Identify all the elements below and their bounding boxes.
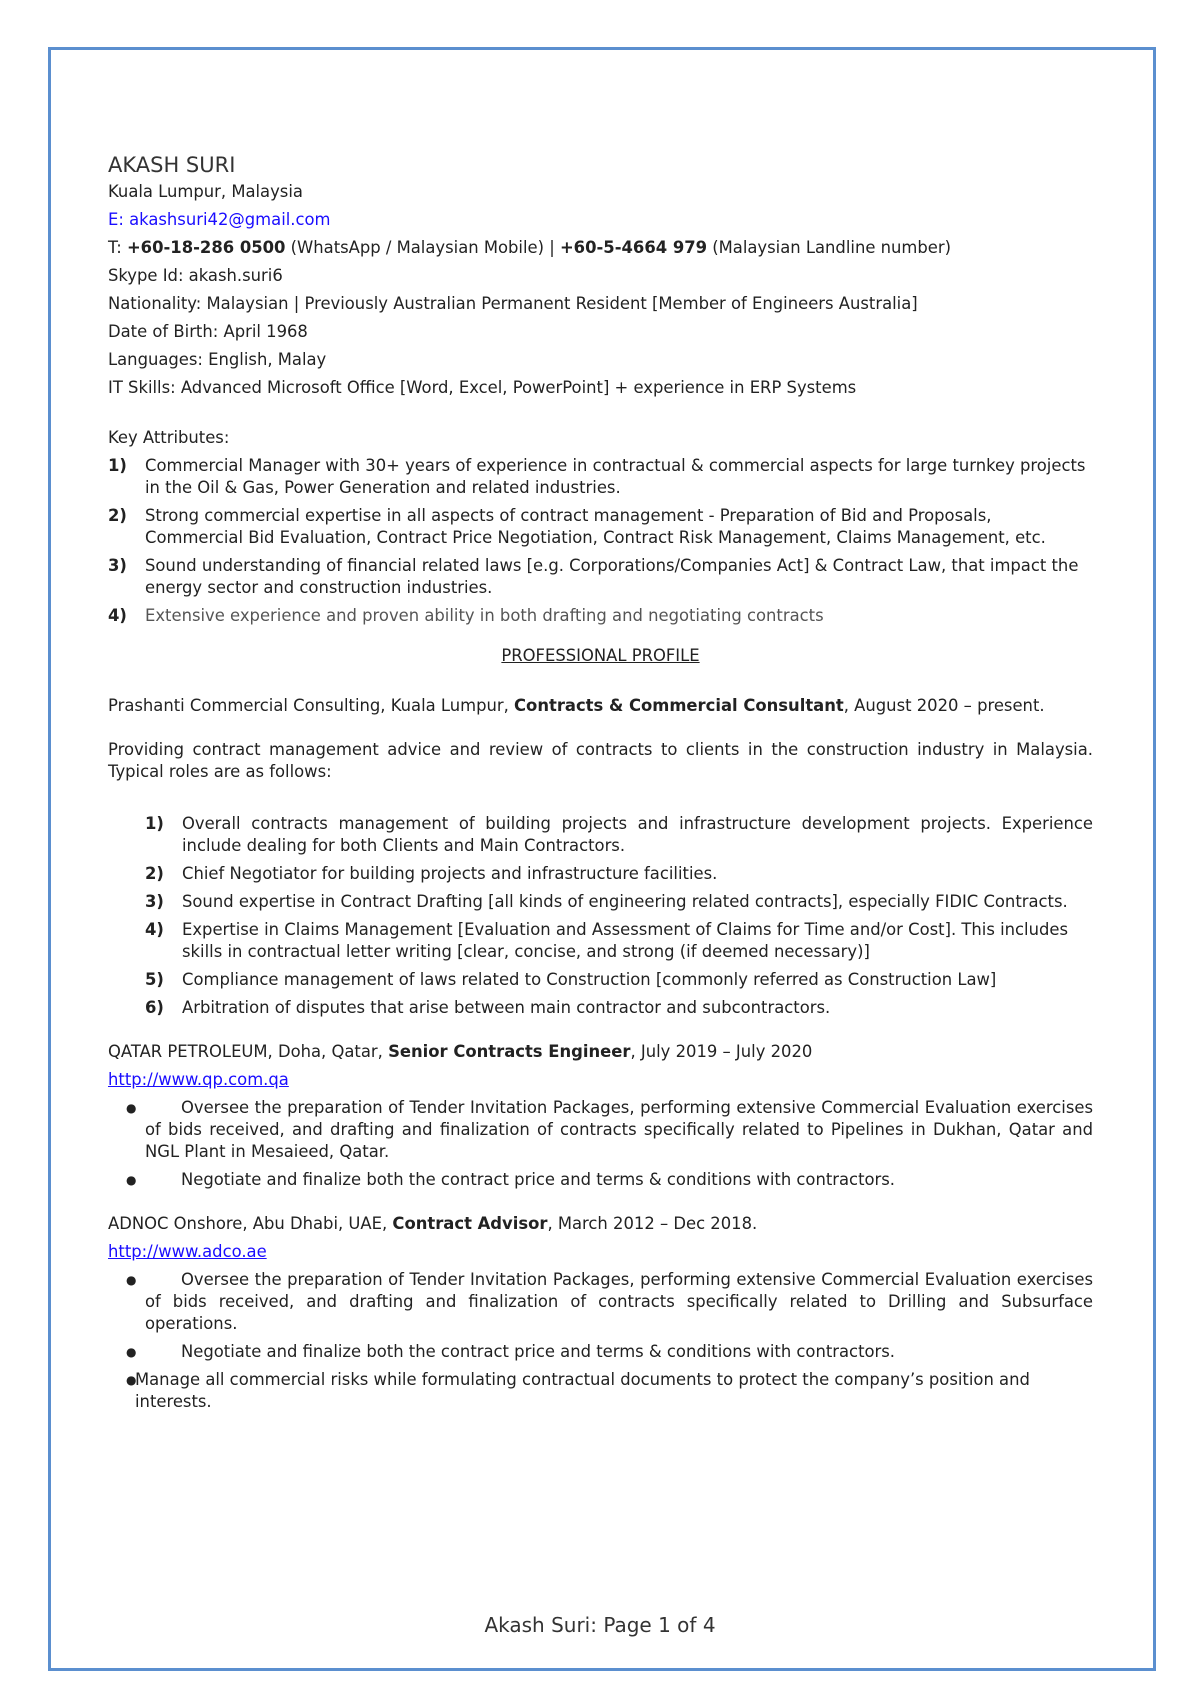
item-number: 2) [145, 864, 164, 883]
item-text: Strong commercial expertise in all aspects of contract management - Preparation of Bid and Proposals, Commercial Bid Evaluation, Contract Price Negotiation, Contract Risk Management, Claims Management, etc. [145, 506, 1046, 547]
list-item [145, 919, 1093, 963]
list-item [108, 1097, 1093, 1163]
job-company: ADNOC Onshore, Abu Dhabi, UAE, [108, 1214, 393, 1233]
job-title: Contracts & Commercial Consultant [514, 696, 844, 715]
location: Kuala Lumpur, Malaysia [108, 182, 303, 201]
bullet-icon: ● [126, 1373, 137, 1387]
list-item [108, 1269, 1093, 1335]
job-header-qatar-petroleum [108, 1041, 1093, 1063]
item-text: Compliance management of laws related to Construction [commonly referred as Construction Law] [182, 970, 997, 989]
email-link[interactable]: E: akashsuri42@gmail.com [108, 210, 331, 229]
resume-content [108, 152, 1093, 1419]
skype-id: Skype Id: akash.suri6 [108, 266, 283, 285]
list-item [108, 1169, 1093, 1191]
candidate-name: AKASH SURI [108, 153, 236, 177]
job-dates: , March 2012 – Dec 2018. [547, 1214, 758, 1233]
job-intro: Providing contract management advice and review of contracts to clients in the construction industry in Malaysia. Typical roles are as follows: [108, 740, 1093, 781]
phone-prefix: T: [108, 238, 127, 257]
list-item [108, 1341, 1093, 1363]
it-skills: IT Skills: Advanced Microsoft Office [Word, Excel, PowerPoint] + experience in ERP Systems [108, 378, 857, 397]
item-number: 1) [108, 456, 127, 475]
item-text: Arbitration of disputes that arise between main contractor and subcontractors. [182, 998, 831, 1017]
nationality: Nationality: Malaysian | Previously Australian Permanent Resident [Member of Engineers Australia] [108, 294, 918, 313]
item-text: Oversee the preparation of Tender Invitation Packages, performing extensive Commercial Evaluation exercises of bids received, and drafting and finalization of contracts specifically related to Pipelines in Dukhan, Qatar and NGL Plant in Mesaieed, Qatar. [145, 1098, 1093, 1161]
job-title: Senior Contracts Engineer [388, 1042, 631, 1061]
key-attributes-list [108, 455, 1093, 627]
bullet-icon: ● [126, 1273, 137, 1287]
phone-line [108, 237, 1093, 259]
list-item [145, 863, 1093, 885]
phone-landline: +60-5-4664 979 [559, 238, 708, 257]
list-item [108, 605, 1093, 627]
job-company: QATAR PETROLEUM, Doha, Qatar, [108, 1042, 389, 1061]
item-number: 2) [108, 506, 127, 525]
company-link-qp[interactable]: http://www.qp.com.qa [108, 1070, 289, 1089]
item-number: 5) [145, 970, 164, 989]
date-of-birth: Date of Birth: April 1968 [108, 322, 308, 341]
item-text: Oversee the preparation of Tender Invitation Packages, performing extensive Commercial Evaluation exercises of bids received, and drafting and finalization of contracts specifically related to Drilling and Subsurface operations. [145, 1270, 1093, 1333]
item-number: 6) [145, 998, 164, 1017]
list-item [108, 1369, 1093, 1413]
job-dates: , July 2019 – July 2020 [630, 1042, 813, 1061]
bullet-icon: ● [126, 1173, 137, 1187]
item-number: 4) [145, 920, 164, 939]
list-item [108, 505, 1093, 549]
job-roles-list [108, 813, 1093, 1019]
phone-landline-note: (Malaysian Landline number) [707, 238, 951, 257]
page-footer: Akash Suri: Page 1 of 4 [484, 1613, 716, 1637]
job-bullets [108, 1097, 1093, 1191]
item-number: 3) [108, 556, 127, 575]
list-item [108, 555, 1093, 599]
job-header-prashanti [108, 695, 1093, 717]
list-item [145, 969, 1093, 991]
item-text: Sound understanding of financial related laws [e.g. Corporations/Companies Act] & Contract Law, that impact the energy sector and construction industries. [145, 556, 1079, 597]
list-item [145, 813, 1093, 857]
section-heading-professional-profile: PROFESSIONAL PROFILE [501, 646, 700, 665]
item-text: Commercial Manager with 30+ years of experience in contractual & commercial aspects for large turnkey projects in the Oil & Gas, Power Generation and related industries. [145, 456, 1086, 497]
job-bullets [108, 1269, 1093, 1413]
item-text: Negotiate and finalize both the contract price and terms & conditions with contractors. [181, 1342, 896, 1361]
phone-mobile: +60-18-286 0500 [126, 238, 286, 257]
item-text: Manage all commercial risks while formulating contractual documents to protect the company’s position and interests. [135, 1370, 1030, 1411]
list-item [145, 997, 1093, 1019]
bullet-icon: ● [126, 1101, 137, 1115]
key-attributes-heading: Key Attributes: [108, 428, 230, 447]
job-company: Prashanti Commercial Consulting, Kuala Lumpur, [108, 696, 515, 715]
list-item [108, 455, 1093, 499]
item-number: 1) [145, 814, 164, 833]
item-number: 4) [108, 606, 127, 625]
phone-mobile-note: (WhatsApp / Malaysian Mobile) | [285, 238, 560, 257]
item-text: Extensive experience and proven ability in both drafting and negotiating contracts [145, 606, 824, 625]
company-link-adco[interactable]: http://www.adco.ae [108, 1242, 267, 1261]
item-number: 3) [145, 892, 164, 911]
bullet-icon: ● [126, 1345, 137, 1359]
item-text: Overall contracts management of building projects and infrastructure development projects. Experience include dealing for both Clients and Main Contractors. [182, 814, 1093, 855]
item-text: Sound expertise in Contract Drafting [all kinds of engineering related contracts], especially FIDIC Contracts. [182, 892, 1068, 911]
languages: Languages: English, Malay [108, 350, 327, 369]
job-header-adnoc [108, 1213, 1093, 1235]
job-title: Contract Advisor [392, 1214, 548, 1233]
job-dates: , August 2020 – present. [843, 696, 1045, 715]
list-item [145, 891, 1093, 913]
item-text: Chief Negotiator for building projects and infrastructure facilities. [182, 864, 718, 883]
item-text: Negotiate and finalize both the contract price and terms & conditions with contractors. [181, 1170, 896, 1189]
item-text: Expertise in Claims Management [Evaluation and Assessment of Claims for Time and/or Cost]. This includes skills in contractual letter writing [clear, concise, and strong (if deemed necessary)] [182, 920, 1069, 961]
